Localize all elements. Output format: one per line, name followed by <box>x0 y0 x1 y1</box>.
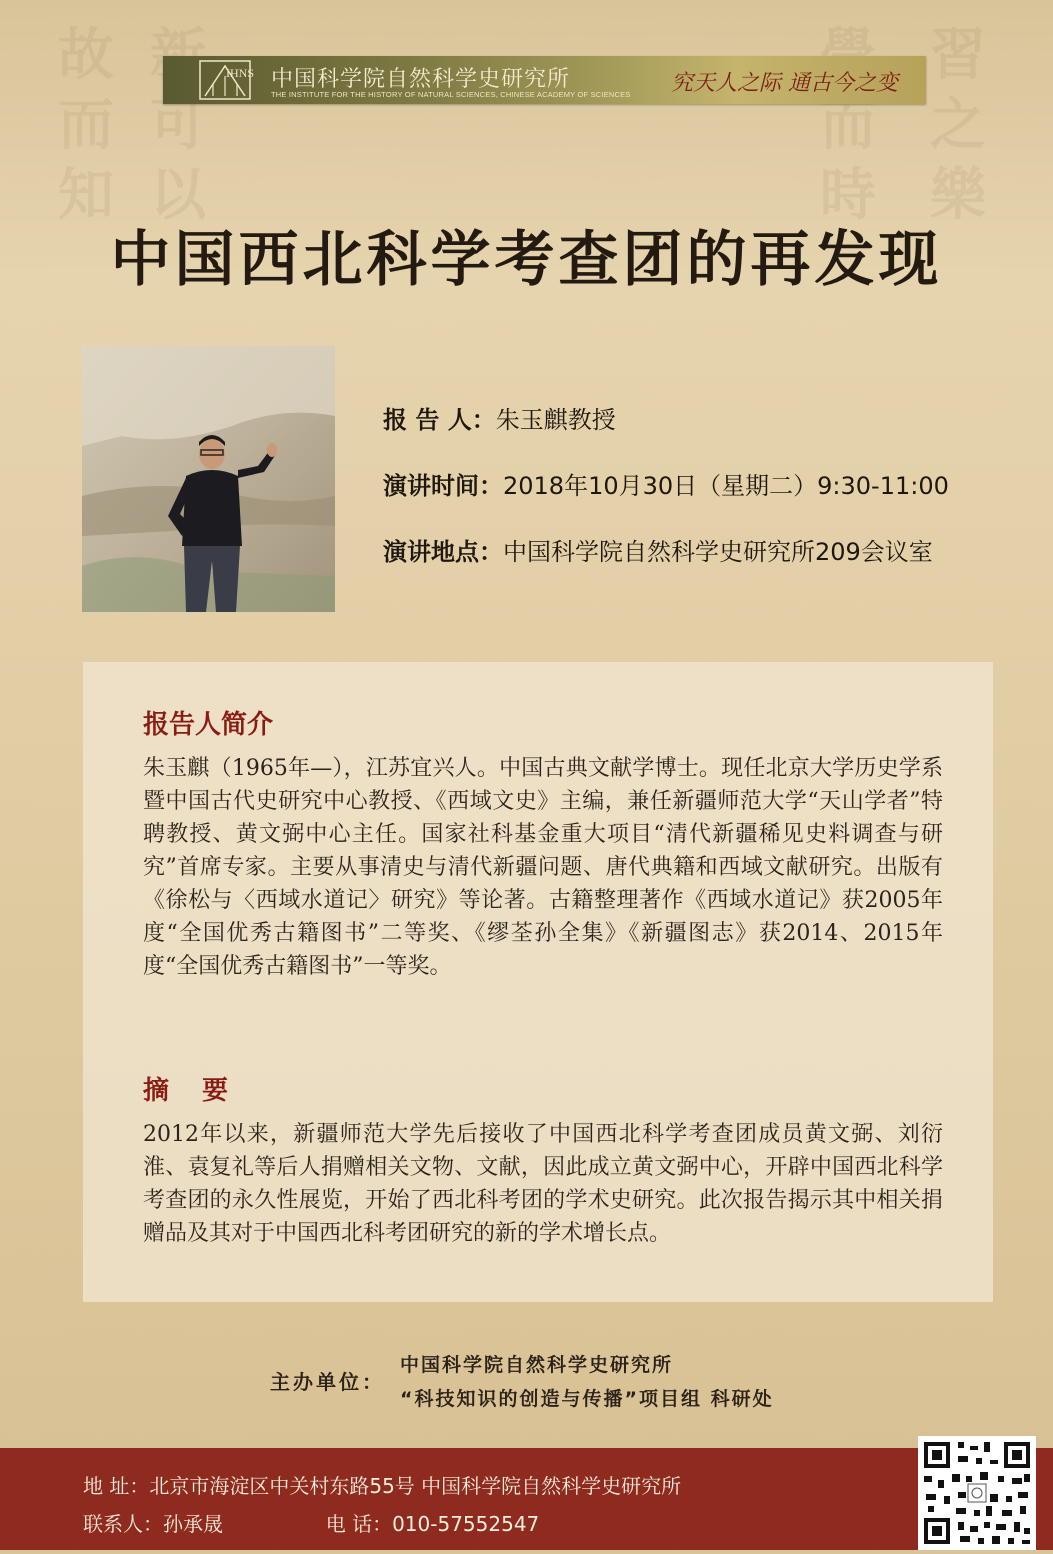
bio-text: 朱玉麒（1965年—），江苏宜兴人。中国古典文献学博士。现任北京大学历史学系暨中国古代史研究中心教授、《西域文史》主编，兼任新疆师范大学“天山学者”特聘教授、黄文弼中心主任。国家社科基金重大项目“清代新疆稀见史料调查与研究”首席专家。主要从事清史与清代新疆问题、唐代典籍和西域文献研究。出版有《徐松与〈西域水道记〉研究》等论著。古籍整理著作《西域水道记》获2005年度“全国优秀古籍图书”二等奖、《缪荃孙全集》《新疆图志》获2014、2015年度“全国优秀古籍图书”一等奖。 <box>143 756 943 979</box>
phone-number: 010-57552547 <box>392 1512 540 1536</box>
svg-text:IHNS: IHNS <box>226 66 255 80</box>
institute-logo <box>199 60 255 100</box>
time-label: 演讲时间： <box>383 472 503 500</box>
lecture-title: 中国西北科学考查团的再发现 <box>110 225 943 295</box>
institute-name-cn: 中国科学院自然科学史研究所 <box>271 67 571 92</box>
phone-label: 电 话： <box>325 1512 393 1536</box>
organizer-line-1: 中国科学院自然科学史研究所 <box>400 1354 674 1376</box>
address-text: 北京市海淀区中关村东路55号 中国科学院自然科学史研究所 <box>149 1474 682 1498</box>
contact-line <box>83 1508 539 1537</box>
abstract-text: 2012年以来，新疆师范大学先后接收了中国西北科学考查团成员黄文弼、刘衍淮、袁复礼等后人捐赠相关文物、文献，因此成立黄文弼中心，开辟中国西北科学考查团的永久性展览，开始了西北科考团的学术史研究。此次报告揭示其中相关捐赠品及其对于中国西北科考团研究的新的学术增长点。 <box>143 1122 943 1246</box>
contact-label: 联系人： <box>83 1512 163 1536</box>
background-calligraphy: 故 而 知 新 可 以 學 而 時 習 之 樂 <box>58 22 986 228</box>
speaker-name: 朱玉麒教授 <box>495 406 616 434</box>
institute-name-en: THE INSTITUTE FOR THE HISTORY OF NATURAL SCIENCES, CHINESE ACADEMY OF SCIENCES <box>271 90 631 99</box>
address-line <box>83 1470 681 1499</box>
organizer-label: 主办单位： <box>270 1370 385 1394</box>
time-line <box>383 466 949 501</box>
footer-bar <box>0 1448 1053 1550</box>
organizer-line-2: “科技知识的创造与传播”项目组 科研处 <box>400 1388 774 1410</box>
bio-heading: 报告人简介 <box>143 710 274 740</box>
place-label: 演讲地点： <box>383 538 503 566</box>
qr-code[interactable] <box>918 1436 1036 1550</box>
abstract-heading: 摘 要 <box>143 1076 241 1106</box>
contact-name: 孙承晟 <box>163 1512 223 1536</box>
lecture-place: 中国科学院自然科学史研究所209会议室 <box>503 538 933 566</box>
place-line <box>383 532 933 567</box>
lecture-time: 2018年10月30日（星期二）9:30-11:00 <box>503 472 949 500</box>
institute-motto: 究天人之际 通古今之变 <box>671 71 898 96</box>
content-panel <box>83 662 993 1302</box>
institute-banner <box>163 56 926 104</box>
address-label: 地 址： <box>83 1474 150 1498</box>
speaker-label: 报 告 人： <box>383 406 496 434</box>
speaker-photo <box>82 346 335 612</box>
speaker-line <box>383 400 616 435</box>
